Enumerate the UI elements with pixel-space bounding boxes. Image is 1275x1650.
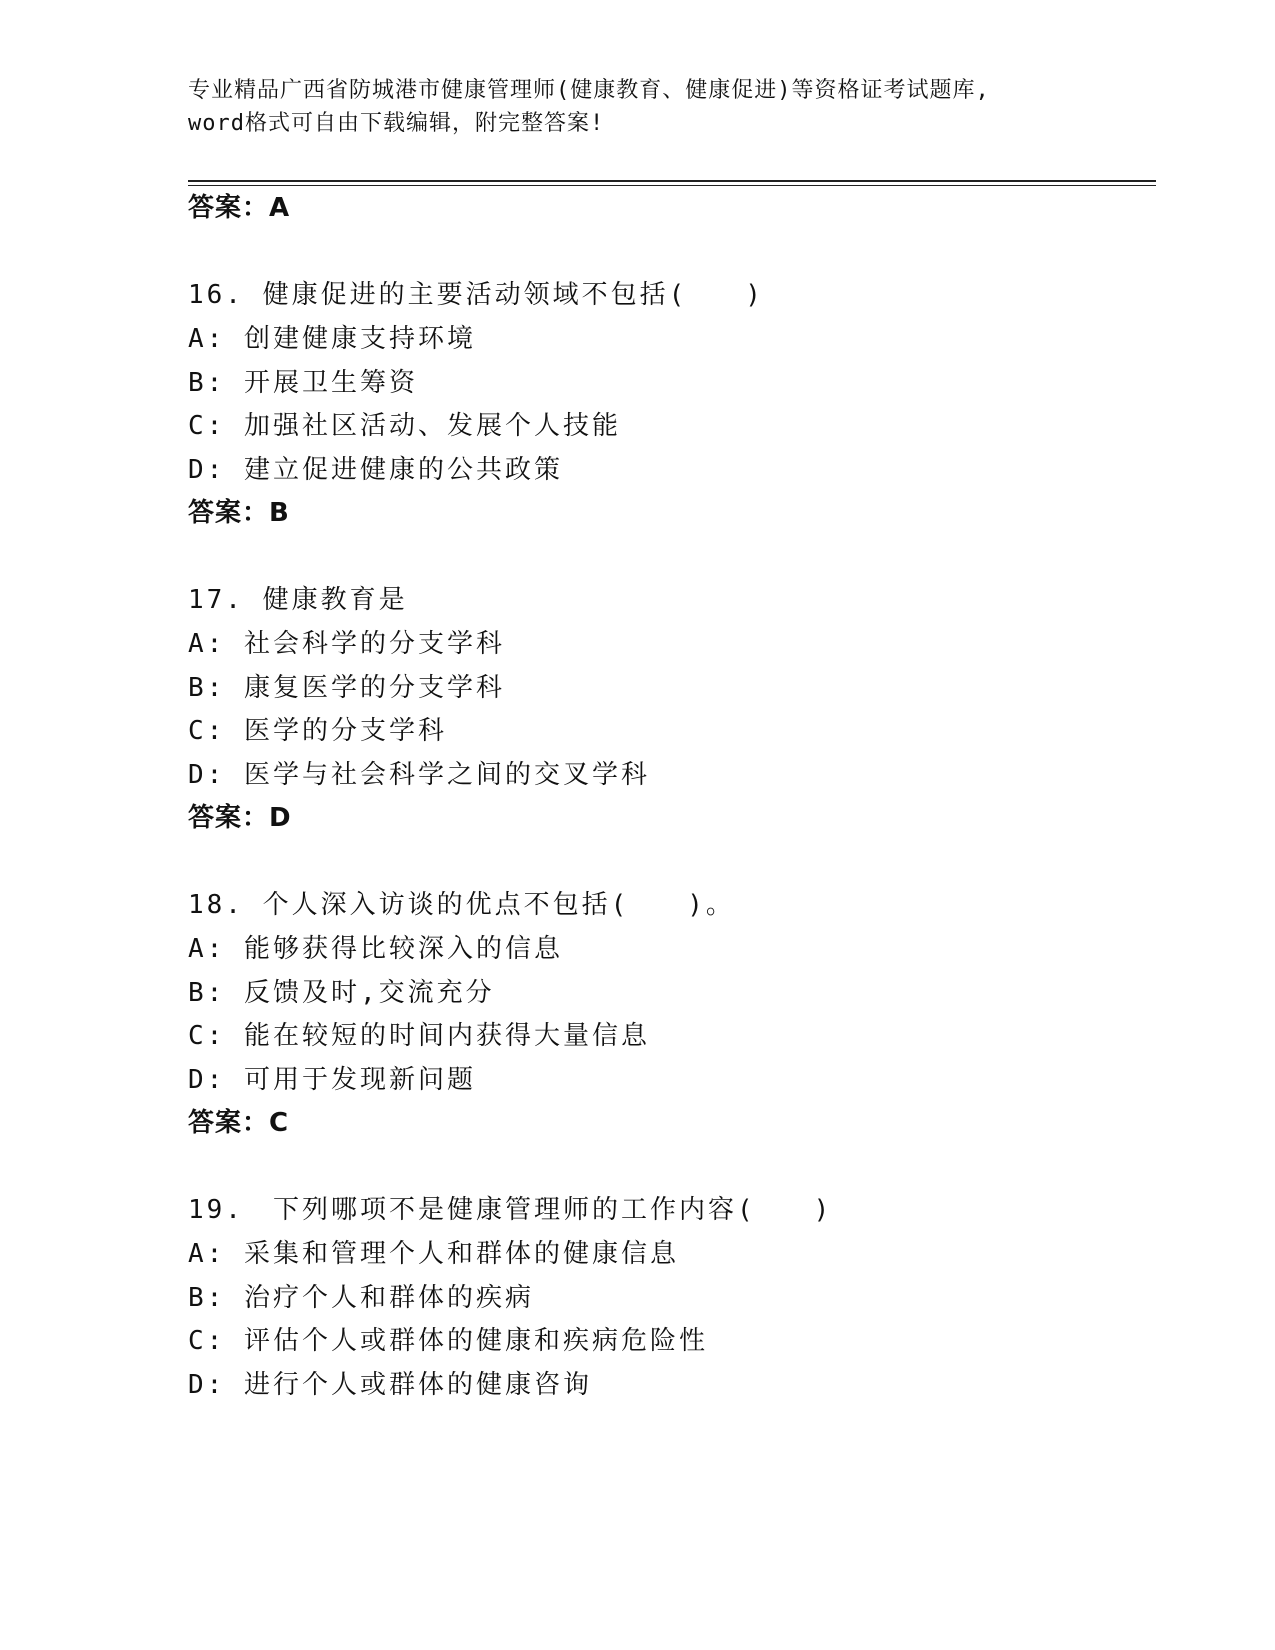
- question-18-stem: 18. 个人深入访谈的优点不包括( )。: [188, 890, 735, 920]
- question-16-option-a: A: 创建健康支持环境: [188, 324, 476, 354]
- question-18-option-a: A: 能够获得比较深入的信息: [188, 934, 563, 964]
- question-16-option-b: B: 开展卫生筹资: [188, 368, 418, 398]
- question-17-option-d: D: 医学与社会科学之间的交叉学科: [188, 760, 650, 790]
- question-19-option-d: D: 进行个人或群体的健康咨询: [188, 1370, 592, 1400]
- question-16-option-c: C: 加强社区活动、发展个人技能: [188, 411, 621, 441]
- question-19-option-b: B: 治疗个人和群体的疾病: [188, 1283, 534, 1313]
- question-19-option-c: C: 评估个人或群体的健康和疾病危险性: [188, 1326, 708, 1356]
- header-line-2: word格式可自由下载编辑，附完整答案!: [188, 111, 605, 136]
- question-19-option-a: A: 采集和管理个人和群体的健康信息: [188, 1239, 679, 1269]
- question-17-stem: 17. 健康教育是: [188, 585, 408, 615]
- question-18-answer: 答案：C: [188, 1108, 290, 1138]
- question-18-option-c: C: 能在较短的时间内获得大量信息: [188, 1021, 650, 1051]
- header-divider-thick: [188, 180, 1156, 182]
- question-17-answer: 答案：D: [188, 803, 292, 833]
- question-19-stem: 19. 下列哪项不是健康管理师的工作内容( ): [188, 1195, 833, 1225]
- header-line-1: 专业精品广西省防城港市健康管理师(健康教育、健康促进)等资格证考试题库,: [188, 78, 990, 103]
- question-18-option-b: B: 反馈及时,交流充分: [188, 978, 495, 1008]
- question-17-option-a: A: 社会科学的分支学科: [188, 629, 505, 659]
- question-17-option-c: C: 医学的分支学科: [188, 716, 447, 746]
- question-16-option-d: D: 建立促进健康的公共政策: [188, 455, 563, 485]
- question-17-option-b: B: 康复医学的分支学科: [188, 673, 505, 703]
- answer-prev: 答案：A: [188, 193, 291, 223]
- question-18-option-d: D: 可用于发现新问题: [188, 1065, 476, 1095]
- question-16-answer: 答案：B: [188, 498, 290, 528]
- document-header: [188, 74, 1088, 140]
- question-16-stem: 16. 健康促进的主要活动领域不包括( ): [188, 280, 764, 310]
- header-divider-thin: [188, 185, 1156, 186]
